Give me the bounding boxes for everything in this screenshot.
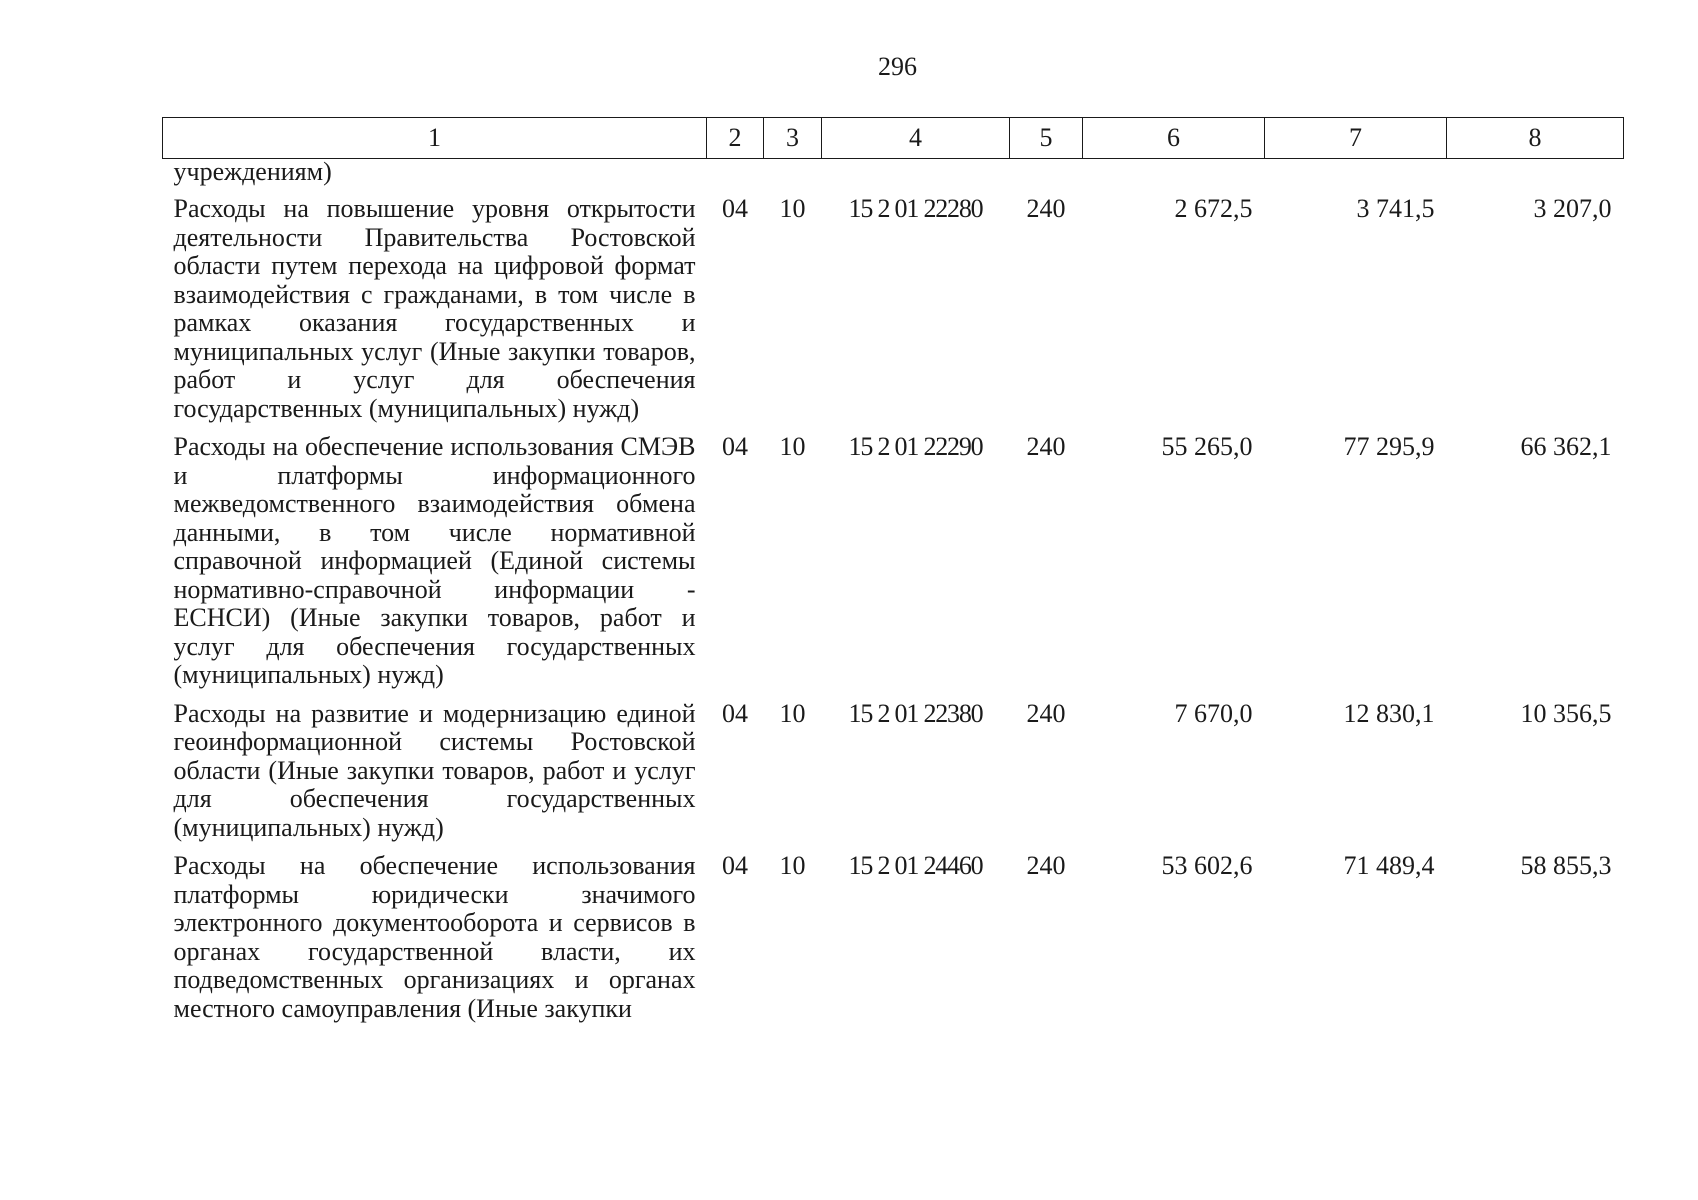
row-description: Расходы на обеспечение использования платформы юридически значимого электронного документооборота и сервисов в органах государственной власти, их подведомственных организациях и органах местного самоуправления (Иные закупки xyxy=(173,851,696,1023)
row-section: 04 xyxy=(722,851,748,880)
page-number: 296 xyxy=(878,52,917,81)
row-amount-8: 66 362,1 xyxy=(1520,432,1612,461)
row-target-code: 15 2 01 22380 xyxy=(848,698,983,728)
row-section: 04 xyxy=(722,432,748,461)
row-section: 04 xyxy=(722,698,748,728)
row-amount-7: 12 830,1 xyxy=(1343,698,1435,728)
row-expense-type: 240 xyxy=(1026,698,1066,728)
row-amount-6: 2 672,5 xyxy=(1174,194,1253,223)
header-col-8: 8 xyxy=(1447,118,1624,159)
continuation-text: учреждениям) xyxy=(173,157,332,186)
row-target-code: 15 2 01 24460 xyxy=(848,851,983,880)
table-row xyxy=(163,195,1624,433)
row-amount-8: 58 855,3 xyxy=(1520,851,1612,880)
row-expense-type: 240 xyxy=(1026,851,1066,880)
header-row xyxy=(163,118,1624,159)
header-col-2: 2 xyxy=(707,118,764,159)
row-subsection: 10 xyxy=(779,698,806,728)
row-amount-7: 77 295,9 xyxy=(1343,432,1435,461)
row-amount-6: 53 602,6 xyxy=(1161,851,1253,880)
header-col-5: 5 xyxy=(1010,118,1083,159)
row-amount-7: 3 741,5 xyxy=(1356,194,1435,223)
header-col-1: 1 xyxy=(163,118,707,159)
row-subsection: 10 xyxy=(779,194,806,223)
table-row xyxy=(163,433,1624,700)
header-col-4: 4 xyxy=(822,118,1010,159)
row-description: Расходы на повышение уровня открытости деятельности Правительства Ростовской области путем перехода на цифровой формат взаимодействия с гражданами, в том числе в рамках оказания государственных и муниципальных услуг (Иные закупки товаров, работ и услуг для обеспечения государственных (муниципальных) нужд) xyxy=(173,194,696,423)
row-expense-type: 240 xyxy=(1026,432,1066,461)
continuation-row xyxy=(163,159,1624,196)
table-row xyxy=(163,700,1624,853)
row-amount-6: 55 265,0 xyxy=(1161,432,1253,461)
row-amount-8: 3 207,0 xyxy=(1533,194,1612,223)
header-col-3: 3 xyxy=(764,118,822,159)
header-col-6: 6 xyxy=(1083,118,1265,159)
row-description: Расходы на обеспечение использования СМЭВ и платформы информационного межведомственного взаимодействия обмена данными, в том числе нормативной справочной информацией (Единой системы нормативно-справочной информации - ЕСНСИ) (Иные закупки товаров, работ и услуг для обеспечения государственных (муниципальных) нужд) xyxy=(173,432,696,689)
row-target-code: 15 2 01 22280 xyxy=(848,194,983,223)
row-description: Расходы на развитие и модернизацию единой геоинформационной системы Ростовской области (Иные закупки товаров, работ и услуг для обеспечения государственных (муниципальных) нужд) xyxy=(173,698,696,842)
row-subsection: 10 xyxy=(779,432,806,461)
table-row xyxy=(163,852,1624,1033)
row-amount-7: 71 489,4 xyxy=(1343,851,1435,880)
row-target-code: 15 2 01 22290 xyxy=(848,432,983,461)
row-amount-6: 7 670,0 xyxy=(1174,698,1253,728)
row-amount-8: 10 356,5 xyxy=(1520,698,1612,728)
row-expense-type: 240 xyxy=(1026,194,1066,223)
budget-table xyxy=(162,117,1624,1033)
row-section: 04 xyxy=(722,194,748,223)
header-col-7: 7 xyxy=(1265,118,1447,159)
row-subsection: 10 xyxy=(779,851,806,880)
